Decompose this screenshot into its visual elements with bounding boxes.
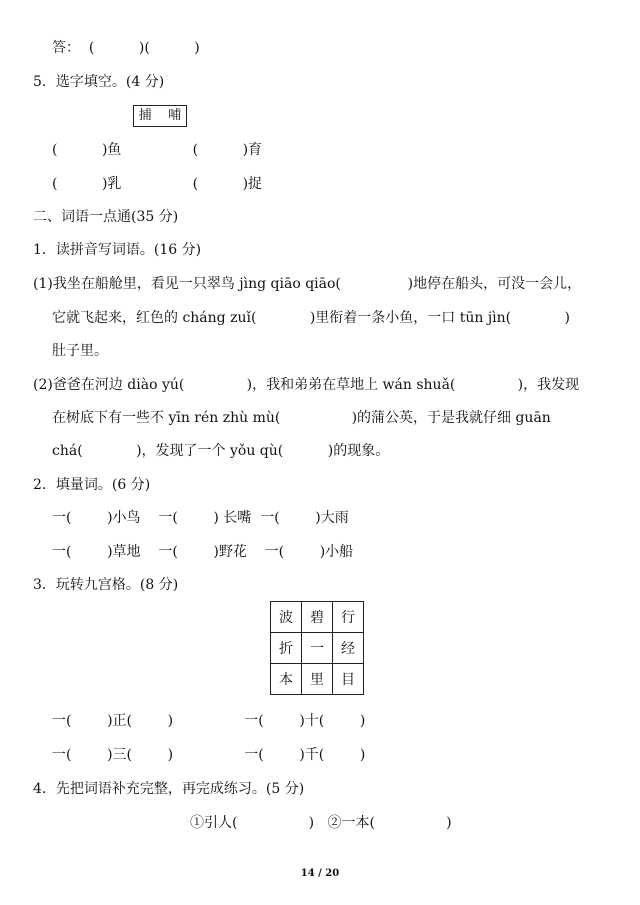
grid-cell: 一 <box>302 633 333 664</box>
nine-grid <box>270 601 364 695</box>
grid-cell: 经 <box>333 633 364 664</box>
passage-1-line-2: 它就飞起来，红色的 cháng zuǐ( )里衔着一条小鱼，一口 tūn jìn( ) <box>52 310 570 326</box>
question-4-row-1: ①引人( ) ②一本( ) <box>190 815 452 831</box>
grid-cell: 碧 <box>302 602 333 633</box>
grid-cell: 折 <box>271 633 302 664</box>
grid-cell: 行 <box>333 602 364 633</box>
grid-cell: 里 <box>302 664 333 695</box>
passage-2-line-3: chá( )，发现了一个 yǒu qù( )的现象。 <box>52 443 390 459</box>
passage-2-line-2: 在树底下有一些不 yīn rén zhù mù( )的蒲公英，于是我就仔细 guān <box>52 410 551 426</box>
question-2-row-1: 一( )小鸟 一( ) 长嘴 一( )大雨 <box>52 510 349 526</box>
page-number: 14 / 20 <box>300 868 340 879</box>
question-1-title: 1．读拼音写词语。(16 分) <box>33 242 202 258</box>
grid-cell: 波 <box>271 602 302 633</box>
character-choice-box: 捕 哺 <box>133 105 187 127</box>
question-4-title: 4．先把词语补充完整，再完成练习。(5 分) <box>33 781 305 797</box>
previous-answer-line: 答： ( )( ) <box>52 40 200 56</box>
grid-cell: 目 <box>333 664 364 695</box>
question-2-row-2: 一( )草地 一( )野花 一( )小船 <box>52 544 354 560</box>
passage-2-line-1: (2)爸爸在河边 diào yú( )，我和弟弟在草地上 wán shuǎ( )，我发现 <box>33 377 580 393</box>
question-5-row-2: ( )乳 ( )捉 <box>52 176 263 192</box>
question-2-title: 2．填量词。(6 分) <box>33 477 151 493</box>
question-5-row-1: ( )鱼 ( )育 <box>52 142 263 158</box>
section-2-title: 二、词语一点通(35 分) <box>33 209 179 225</box>
question-5-title: 5．选字填空。(4 分) <box>33 74 165 90</box>
question-3-row-1: 一( )正( ) 一( )十( ) <box>52 713 366 729</box>
passage-1-line-3: 肚子里。 <box>52 343 108 359</box>
question-3-title: 3．玩转九宫格。(8 分) <box>33 577 179 593</box>
passage-1-line-1: (1)我坐在船舱里，看见一只翠鸟 jìng qiāo qiāo( )地停在船头，可没一会儿， <box>33 276 582 292</box>
question-3-row-2: 一( )三( ) 一( )千( ) <box>52 747 366 763</box>
grid-cell: 本 <box>271 664 302 695</box>
